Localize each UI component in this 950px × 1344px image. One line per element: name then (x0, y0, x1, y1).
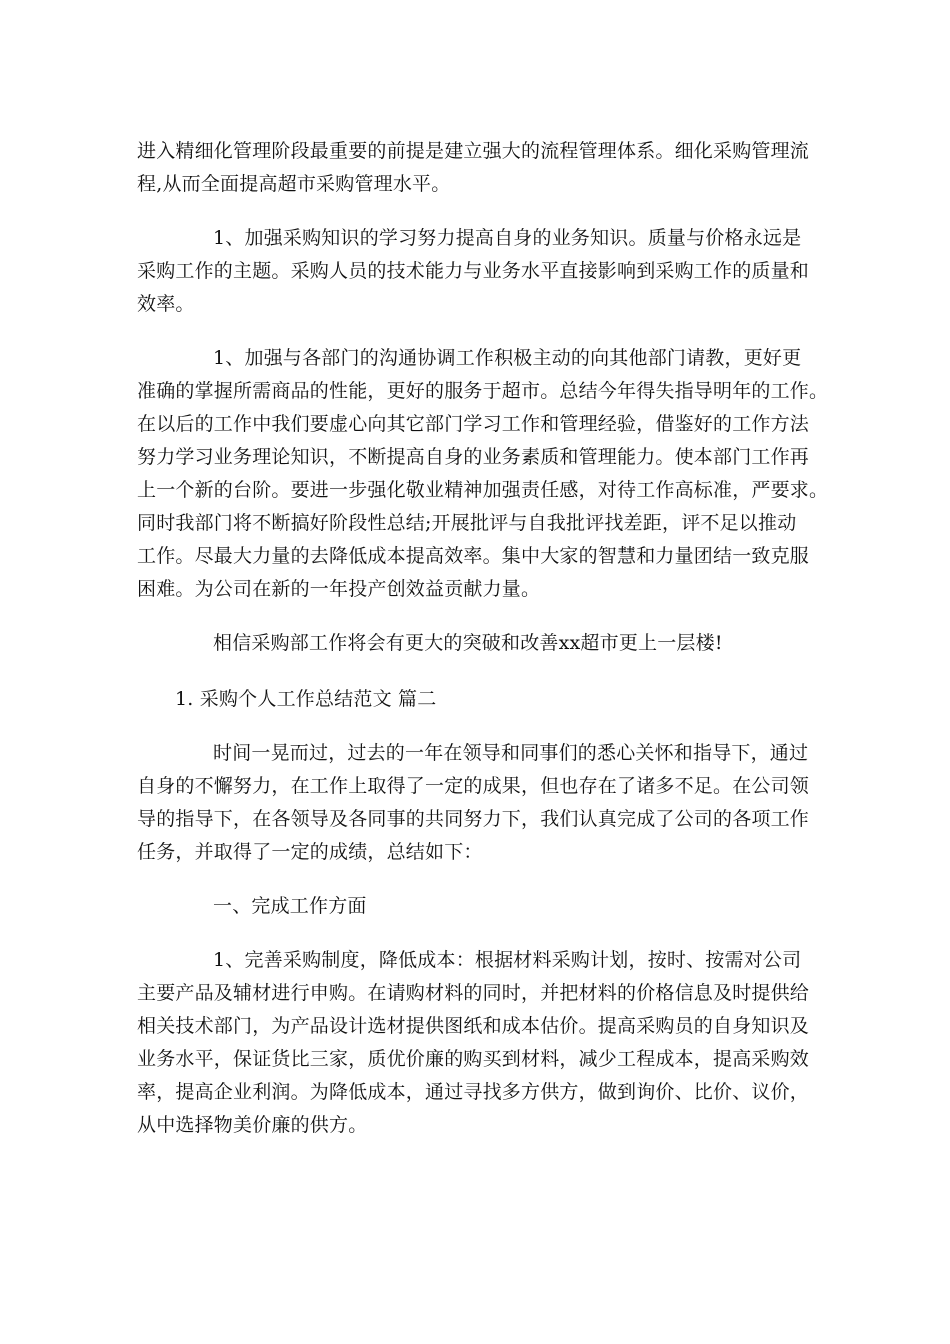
section-title: 1. 采购个人工作总结范文 篇二 (175, 688, 437, 710)
para4-line-5: 率，提高企业利润。为降低成本，通过寻找多方供方，做到询价、比价、议价， (137, 1081, 810, 1103)
para2-line-1: 1、加强与各部门的沟通协调工作积极主动的向其他部门请教，更好更 (213, 347, 802, 369)
para1-line-1: 1、加强采购知识的学习努力提高自身的业务知识。质量与价格永远是 (213, 227, 802, 249)
para1-line-3: 效率。 (137, 293, 195, 315)
subheading: 一、完成工作方面 (213, 895, 367, 917)
para4-line-3: 相关技术部门，为产品设计选材提供图纸和成本估价。提高采购员的自身知识及 (137, 1015, 810, 1037)
para2-line-5: 上一个新的台阶。要进一步强化敬业精神加强责任感，对待工作高标准，严要求。 (137, 479, 829, 501)
para2-line-4: 努力学习业务理论知识，不断提高自身的业务素质和管理能力。使本部门工作再 (137, 446, 810, 468)
para2-line-7: 工作。尽最大力量的去降低成本提高效率。集中大家的智慧和力量团结一致克服 (137, 545, 810, 567)
intro-line-1: 进入精细化管理阶段最重要的前提是建立强大的流程管理体系。细化采购管理流 (137, 140, 810, 162)
para2-line-6: 同时我部门将不断搞好阶段性总结;开展批评与自我批评找差距，评不足以推动 (137, 512, 797, 534)
para1-line-2: 采购工作的主题。采购人员的技术能力与业务水平直接影响到采购工作的质量和 (137, 260, 810, 282)
para3-line-3: 导的指导下，在各领导及各同事的共同努力下，我们认真完成了公司的各项工作 (137, 808, 810, 830)
para2-line-8: 困难。为公司在新的一年投产创效益贡献力量。 (137, 578, 541, 600)
para2-line-3: 在以后的工作中我们要虚心向其它部门学习工作和管理经验，借鉴好的工作方法 (137, 413, 810, 435)
para4-line-2: 主要产品及辅材进行申购。在请购材料的同时，并把材料的价格信息及时提供给 (137, 982, 810, 1004)
para4-line-4: 业务水平，保证货比三家，质优价廉的购买到材料，减少工程成本，提高采购效 (137, 1048, 810, 1070)
para4-line-6: 从中选择物美价廉的供方。 (137, 1114, 368, 1136)
para2-line-2: 准确的掌握所需商品的性能，更好的服务于超市。总结今年得失指导明年的工作。 (137, 380, 829, 402)
closing-line: 相信采购部工作将会有更大的突破和改善xx超市更上一层楼! (213, 632, 723, 654)
para3-line-1: 时间一晃而过，过去的一年在领导和同事们的悉心关怀和指导下，通过 (213, 742, 809, 764)
para4-line-1: 1、完善采购制度，降低成本：根据材料采购计划，按时、按需对公司 (213, 949, 802, 971)
para3-line-4: 任务，并取得了一定的成绩，总结如下： (137, 841, 483, 863)
para3-line-2: 自身的不懈努力，在工作上取得了一定的成果，但也存在了诸多不足。在公司领 (137, 775, 810, 797)
intro-line-2: 程,从而全面提高超市采购管理水平。 (137, 173, 451, 195)
